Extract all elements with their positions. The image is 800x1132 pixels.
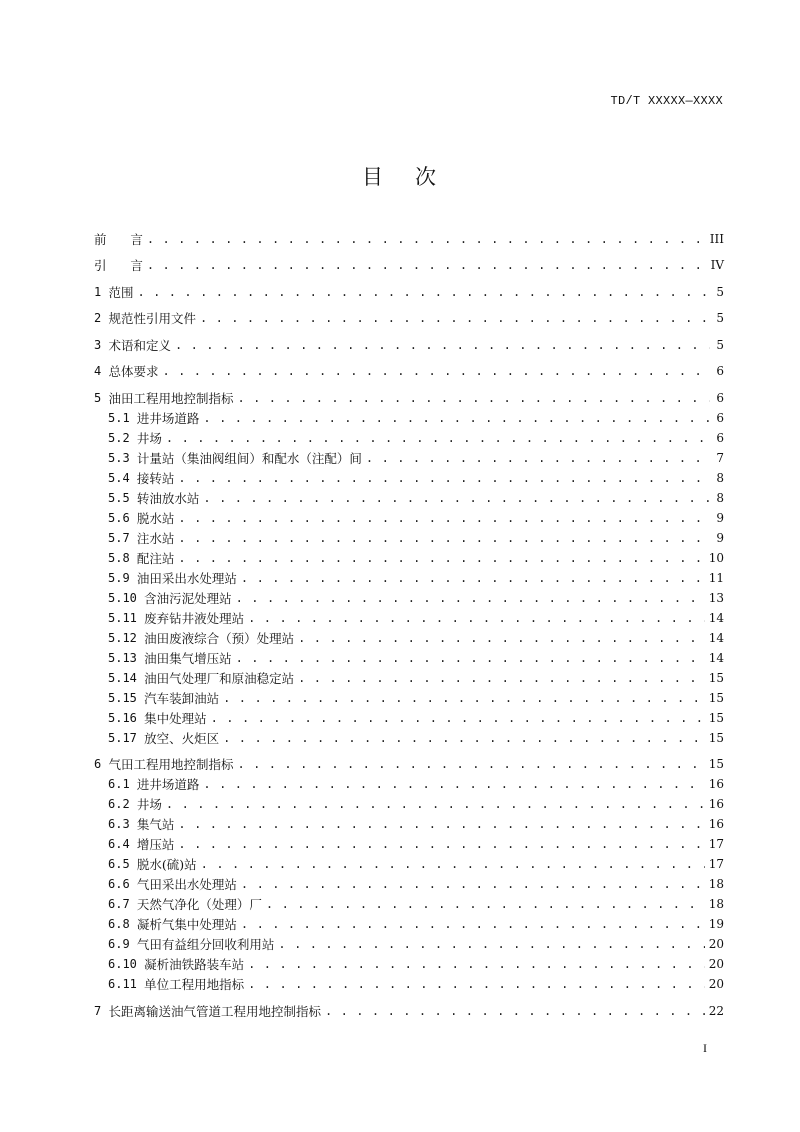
toc-entry-number: 5.11 [108, 610, 145, 625]
toc-entry[interactable] [94, 746, 724, 773]
toc-entry[interactable] [94, 992, 724, 1019]
toc-entry-label: 油田工程用地控制指标 [108, 390, 234, 406]
toc-entry[interactable] [94, 546, 724, 566]
toc-entry-label: 井场 [136, 797, 162, 812]
toc-entry-page: 16 [708, 797, 724, 811]
toc-entry-label: 油田集气增压站 [144, 650, 232, 666]
toc-entry-number: 5.3 [108, 450, 137, 465]
toc-entry[interactable] [94, 832, 724, 852]
toc-entry-label: 脱水(硫)站 [136, 857, 197, 872]
toc-entry[interactable] [94, 446, 724, 466]
toc-entry-page: 14 [708, 650, 724, 665]
toc-entry[interactable] [94, 273, 724, 300]
toc-entry-number: 6.5 [108, 857, 137, 871]
toc-leader-dots [166, 797, 705, 812]
toc-entry-page: 5 [716, 337, 724, 352]
toc-leader-dots [178, 817, 704, 832]
toc-entry-number: 6.11 [108, 977, 145, 991]
toc-leader-dots [298, 631, 705, 646]
toc-entry-label: 接转站 [136, 470, 175, 486]
toc-leader-dots [241, 877, 705, 892]
toc-entry[interactable] [94, 932, 724, 952]
toc-entry-number: 6.1 [108, 777, 137, 791]
toc-entry-page: 16 [708, 817, 724, 831]
toc-entry-label: 气田工程用地控制指标 [108, 757, 234, 772]
toc-entry-page: 9 [716, 510, 724, 525]
toc-entry-label: 油田采出水处理站 [136, 570, 237, 586]
toc-title-part1: 目 [362, 165, 385, 189]
toc-entry-page: III [709, 231, 724, 246]
toc-entry-number: 2 [94, 311, 109, 325]
toc-entry-page: 7 [716, 450, 724, 465]
toc-entry-number: 5.2 [108, 430, 137, 445]
toc-leader-dots [248, 611, 705, 626]
toc-leader-dots [147, 258, 707, 273]
toc-entry[interactable] [94, 566, 724, 586]
toc-leader-dots [203, 777, 704, 792]
toc-leader-dots [166, 431, 710, 446]
toc-entry-page: 15 [708, 757, 724, 771]
toc-entry-number: 6.9 [108, 937, 137, 951]
toc-entry[interactable] [94, 586, 724, 606]
toc-entry-number: 3 [94, 337, 109, 352]
toc-leader-dots [178, 471, 710, 486]
toc-title [0, 161, 800, 191]
toc-entry-label: 总体要求 [108, 364, 159, 379]
toc-entry-number: 6.2 [108, 797, 137, 811]
toc-entry-page: 5 [716, 284, 724, 299]
toc-entry-number: 5.9 [108, 570, 137, 585]
toc-entry-label: 前 言 [94, 231, 143, 247]
toc-leader-dots [241, 917, 705, 932]
toc-entry-number: 4 [94, 364, 109, 378]
toc-entry[interactable] [94, 872, 724, 892]
toc-leader-dots [201, 857, 705, 872]
toc-entry[interactable] [94, 646, 724, 666]
toc-entry-number: 5.5 [108, 490, 137, 505]
toc-entry-number: 5.15 [108, 690, 145, 705]
toc-entry-number: 5.8 [108, 550, 137, 565]
toc-entry-label: 配注站 [136, 550, 175, 566]
toc-entry-label: 引 言 [94, 258, 143, 273]
document-code: TD/T XXXXX—XXXX [610, 94, 723, 108]
toc-entry-number: 5.1 [108, 410, 137, 425]
toc-entry-page: 11 [708, 570, 724, 585]
toc-entry-number: 6.8 [108, 917, 137, 931]
toc-leader-dots [241, 571, 705, 586]
toc-leader-dots [298, 671, 705, 686]
toc-leader-dots [237, 757, 704, 772]
toc-entry-label: 脱水站 [136, 510, 175, 526]
toc-entry-label: 放空、火炬区 [144, 730, 220, 746]
toc-entry[interactable] [94, 426, 724, 446]
toc-entry-page: 20 [708, 977, 724, 991]
toc-entry-number: 5.13 [108, 650, 145, 665]
toc-leader-dots [223, 731, 705, 746]
toc-entry-number: 6.3 [108, 817, 137, 831]
toc-entry[interactable] [94, 300, 724, 327]
toc-leader-dots [325, 1004, 705, 1019]
toc-leader-dots [366, 451, 710, 466]
toc-entry-page: 16 [708, 777, 724, 791]
toc-entry-label: 进井场道路 [136, 777, 200, 792]
toc-entry[interactable] [94, 952, 724, 972]
toc-entry[interactable] [94, 406, 724, 426]
toc-entry-page: 6 [716, 410, 724, 425]
toc-entry-page: 15 [708, 670, 724, 685]
toc-title-part2: 次 [415, 165, 438, 189]
toc-entry[interactable] [94, 486, 724, 506]
toc-entry[interactable] [94, 626, 724, 646]
toc-leader-dots [223, 691, 705, 706]
toc-leader-dots [248, 957, 705, 972]
toc-leader-dots [278, 937, 704, 952]
toc-entry-page: 14 [708, 610, 724, 625]
toc-entry-label: 增压站 [136, 837, 175, 852]
toc-leader-dots [266, 897, 705, 912]
toc-entry-page: 5 [716, 311, 724, 325]
toc-entry-label: 范围 [108, 284, 134, 300]
toc-entry-number: 5.7 [108, 530, 137, 545]
toc-leader-dots [178, 511, 710, 526]
toc-entry-label: 气田有益组分回收利用站 [136, 937, 275, 952]
toc-entry-label: 井场 [136, 430, 162, 446]
toc-entry-page: 8 [716, 490, 724, 505]
toc-entry-label: 集中处理站 [144, 710, 207, 726]
toc-entry-number: 5.16 [108, 710, 145, 725]
toc-entry-page: 20 [708, 957, 724, 971]
toc-entry-label: 含油污泥处理站 [144, 590, 232, 606]
toc-entry-page: 8 [716, 470, 724, 485]
toc-leader-dots [178, 837, 704, 852]
toc-entry[interactable] [94, 686, 724, 706]
toc-entry[interactable] [94, 506, 724, 526]
toc-entry-number: 5.6 [108, 510, 137, 525]
toc-entry[interactable] [94, 726, 724, 746]
page-number: I [703, 1041, 707, 1055]
toc-entry-number: 5 [94, 390, 109, 405]
toc-entry-page: IV [710, 258, 724, 272]
toc-entry-number: 6.7 [108, 897, 137, 911]
toc-entry-page: 6 [716, 430, 724, 445]
toc-entry-number: 6.6 [108, 877, 137, 891]
toc-entry[interactable] [94, 220, 724, 247]
toc-entry-label: 气田采出水处理站 [136, 877, 237, 892]
toc-entry-label: 单位工程用地指标 [144, 977, 245, 992]
toc-entry-label: 汽车装卸油站 [144, 690, 220, 706]
toc-leader-dots [200, 311, 710, 326]
toc-entry-label: 注水站 [136, 530, 175, 546]
toc-entry[interactable] [94, 466, 724, 486]
toc-entry-label: 凝析气集中处理站 [136, 917, 237, 932]
toc-entry[interactable] [94, 772, 724, 792]
toc-entry-number: 5.4 [108, 470, 137, 485]
toc-entry-label: 规范性引用文件 [108, 311, 196, 326]
toc-leader-dots [211, 711, 705, 726]
toc-leader-dots [178, 531, 710, 546]
toc-entry-page: 6 [716, 364, 724, 378]
toc-entry[interactable] [94, 353, 724, 380]
toc-entry-label: 凝析油铁路装车站 [144, 957, 245, 972]
toc-leader-dots [236, 591, 705, 606]
toc-entry[interactable] [94, 326, 724, 353]
toc-entry-number: 6.4 [108, 837, 137, 851]
toc-entry[interactable] [94, 379, 724, 406]
toc-entry-page: 6 [716, 390, 724, 405]
toc-entry-label: 油田气处理厂和原油稳定站 [144, 670, 295, 686]
toc-entry-number: 1 [94, 284, 109, 299]
toc-entry-page: 19 [708, 917, 724, 931]
toc-entry[interactable] [94, 912, 724, 932]
toc-entry[interactable] [94, 706, 724, 726]
toc-entry-page: 17 [708, 857, 724, 871]
toc-entry-label: 废弃钻井液处理站 [144, 610, 245, 626]
toc-entry-number: 5.14 [108, 670, 145, 685]
toc-entry-page: 9 [716, 530, 724, 545]
toc-entry-number: 6.10 [108, 957, 145, 971]
toc-entry-label: 计量站（集油阀组间）和配水（注配）间 [136, 450, 362, 466]
toc-entry-page: 15 [708, 710, 724, 725]
toc-leader-dots [137, 285, 710, 300]
toc-entry-number: 5.17 [108, 730, 145, 745]
toc-entry-label: 油田废液综合（预）处理站 [144, 630, 295, 646]
toc-entry[interactable] [94, 526, 724, 546]
toc-entry-label: 转油放水站 [136, 490, 200, 506]
toc-leader-dots [175, 338, 710, 353]
toc-entry-label: 天然气净化（处理）厂 [136, 897, 262, 912]
toc-entry-label: 长距离输送油气管道工程用地控制指标 [108, 1003, 321, 1019]
toc-leader-dots [162, 364, 710, 379]
toc-entry-number: 5.10 [108, 590, 145, 605]
toc-entry[interactable] [94, 792, 724, 812]
toc-entry-label: 术语和定义 [108, 337, 171, 353]
toc-entry[interactable] [94, 247, 724, 274]
toc-entry-page: 22 [708, 1003, 724, 1018]
toc-entry-number: 5.12 [108, 630, 145, 645]
toc-leader-dots [178, 551, 704, 566]
toc-leader-dots [203, 411, 710, 426]
toc-leader-dots [236, 651, 705, 666]
toc-entry-label: 集气站 [136, 817, 175, 832]
toc-leader-dots [203, 491, 710, 506]
toc-entry-page: 18 [708, 877, 724, 891]
toc-leader-dots [248, 977, 705, 992]
toc-entry-page: 15 [708, 730, 724, 745]
toc-entry-page: 20 [708, 937, 724, 951]
toc-entry[interactable] [94, 892, 724, 912]
toc-entry-page: 13 [708, 590, 724, 605]
toc-leader-dots [237, 391, 710, 406]
toc-leader-dots [147, 232, 706, 247]
toc-entry[interactable] [94, 812, 724, 832]
toc-entry[interactable] [94, 666, 724, 686]
toc-entry[interactable] [94, 606, 724, 626]
toc-entry[interactable] [94, 972, 724, 992]
toc-entry-page: 14 [708, 630, 724, 645]
toc-entry-page: 17 [708, 837, 724, 851]
toc-entry[interactable] [94, 852, 724, 872]
toc-entry-page: 10 [708, 550, 724, 565]
toc-entry-label: 进井场道路 [136, 410, 200, 426]
toc-entry-number: 7 [94, 1003, 109, 1018]
toc-entry-page: 18 [708, 897, 724, 911]
table-of-contents [94, 220, 724, 1019]
toc-entry-page: 15 [708, 690, 724, 705]
toc-entry-number: 6 [94, 757, 109, 771]
